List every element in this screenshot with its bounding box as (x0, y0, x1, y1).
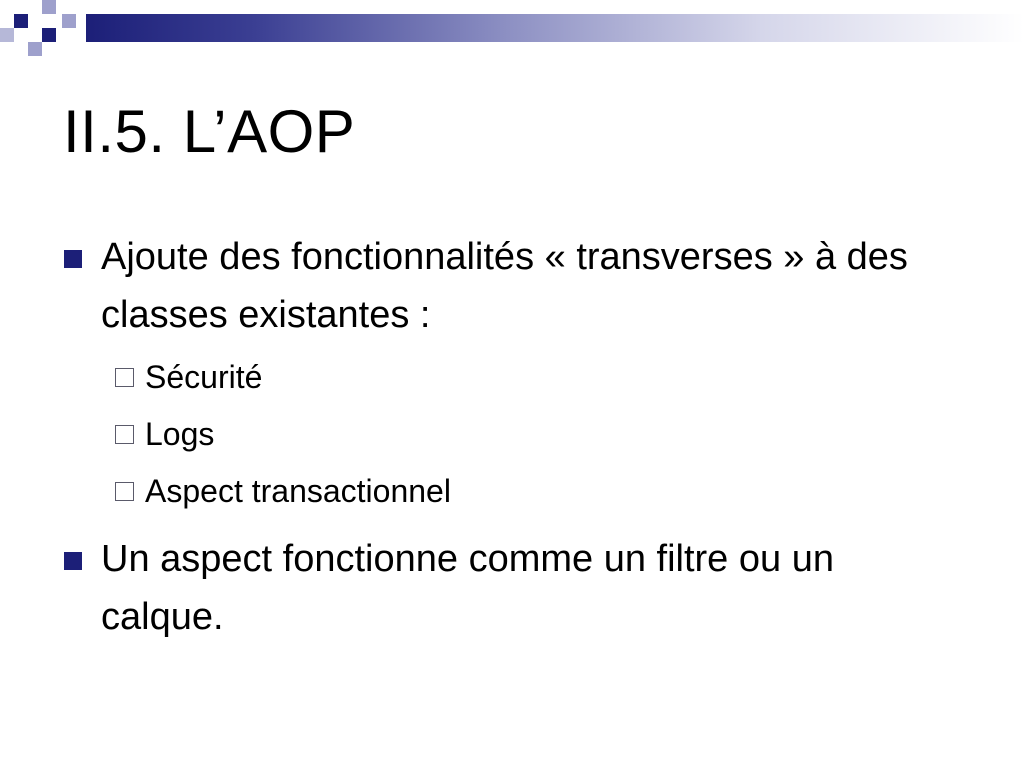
decor-square (14, 14, 28, 28)
square-bullet-icon (64, 250, 82, 268)
hollow-square-bullet-icon (115, 368, 134, 387)
decor-square (42, 0, 56, 14)
decor-square (28, 42, 42, 56)
header-gradient-bar (86, 14, 1024, 42)
decor-square (42, 28, 56, 42)
bullet-item (63, 228, 963, 344)
decor-square (56, 0, 70, 14)
sub-bullet-item (63, 470, 963, 512)
bullet-text: Ajoute des fonctionnalités « transverses » à des classes existantes : (101, 236, 908, 336)
bullet-text: Un aspect fonctionne comme un filtre ou un calque. (101, 538, 834, 638)
sub-bullet-item (63, 413, 963, 455)
decor-square (28, 0, 42, 14)
decor-square (14, 42, 28, 56)
sub-bullet-list (63, 356, 963, 512)
bullet-item (63, 530, 963, 646)
sub-bullet-text: Sécurité (145, 359, 263, 395)
decor-square (62, 14, 76, 28)
bullet-list (63, 228, 963, 646)
square-bullet-icon (64, 552, 82, 570)
slide-title: II.5. L’AOP (63, 98, 356, 165)
hollow-square-bullet-icon (115, 425, 134, 444)
sub-bullet-item (63, 356, 963, 398)
header-decoration (0, 0, 1024, 62)
sub-bullet-text: Logs (145, 416, 215, 452)
hollow-square-bullet-icon (115, 482, 134, 501)
decor-square (0, 28, 14, 42)
sub-bullet-text: Aspect transactionnel (145, 473, 451, 509)
